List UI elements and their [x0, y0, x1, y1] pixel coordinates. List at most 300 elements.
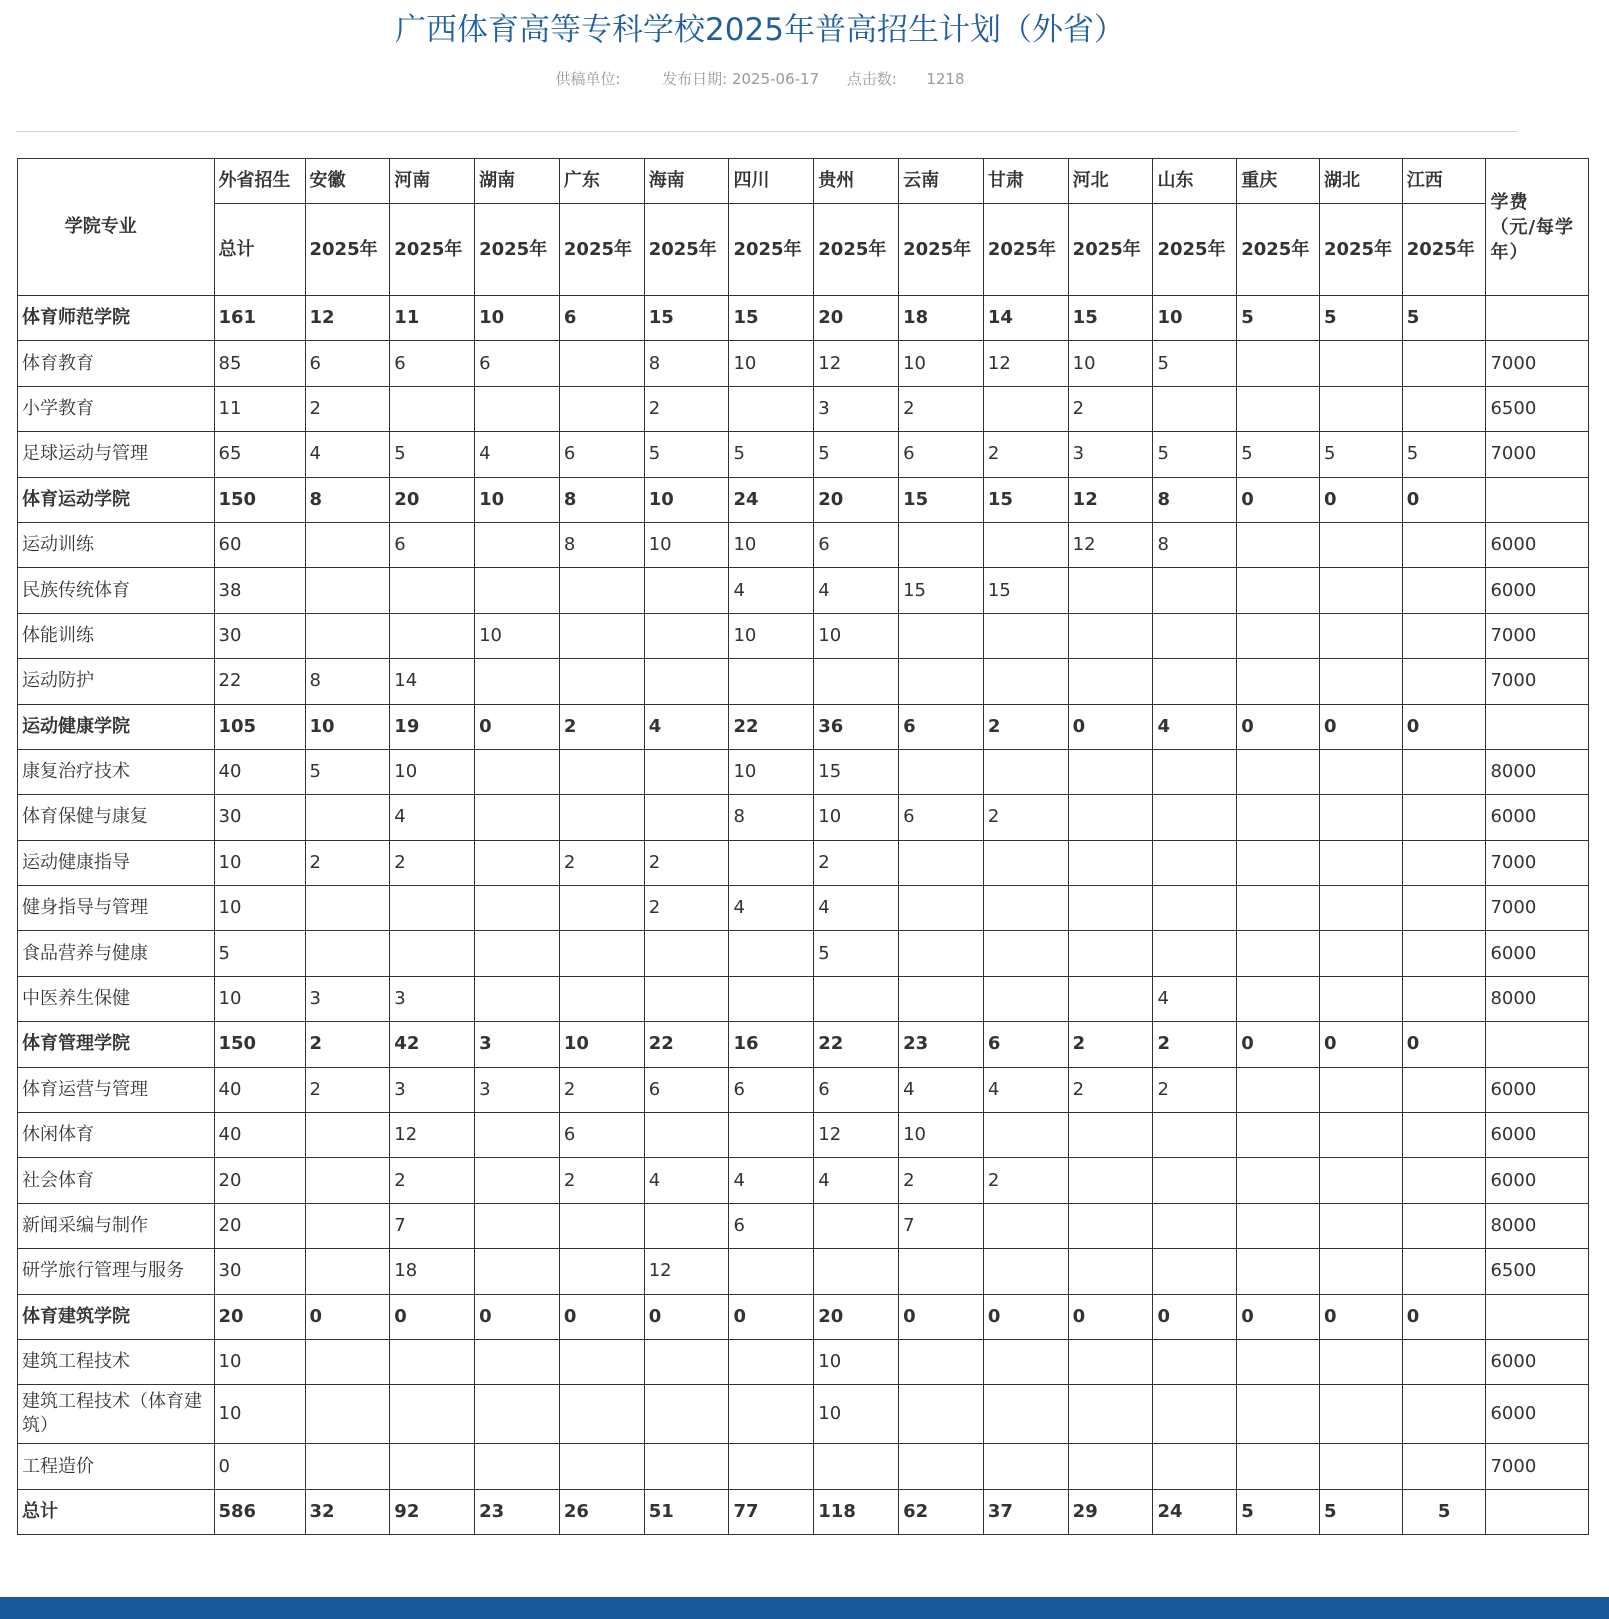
row-name-cell: 体育运动学院	[18, 477, 215, 522]
province-value-cell	[1319, 659, 1402, 704]
province-value-cell: 2	[390, 1158, 475, 1203]
province-value-cell: 5	[644, 432, 729, 477]
province-value-cell: 5	[1237, 1489, 1320, 1534]
major-row	[18, 976, 1589, 1021]
province-value-cell: 20	[814, 477, 899, 522]
province-value-cell	[1068, 659, 1153, 704]
province-value-cell	[644, 659, 729, 704]
province-value-cell: 2	[1068, 1067, 1153, 1112]
fee-cell: 7000	[1486, 613, 1589, 658]
college-row	[18, 477, 1589, 522]
province-value-cell: 2	[644, 386, 729, 431]
province-value-cell: 24	[729, 477, 814, 522]
province-value-cell: 2	[644, 886, 729, 931]
header-province: 安徽	[305, 159, 390, 204]
province-value-cell: 20	[814, 296, 899, 341]
province-value-cell	[983, 1444, 1068, 1489]
major-row	[18, 386, 1589, 431]
province-value-cell	[1153, 795, 1237, 840]
province-value-cell	[1068, 931, 1153, 976]
major-row	[18, 840, 1589, 885]
province-value-cell: 118	[814, 1489, 899, 1534]
province-value-cell	[1319, 568, 1402, 613]
province-value-cell	[475, 386, 560, 431]
province-value-cell	[1402, 886, 1486, 931]
province-value-cell	[559, 568, 644, 613]
province-value-cell	[1319, 1158, 1402, 1203]
fee-cell	[1486, 1294, 1589, 1339]
row-total-cell: 65	[214, 432, 305, 477]
province-value-cell	[729, 840, 814, 885]
fee-cell: 7000	[1486, 659, 1589, 704]
fee-cell: 6000	[1486, 795, 1589, 840]
province-value-cell	[1319, 840, 1402, 885]
province-value-cell	[1153, 749, 1237, 794]
province-value-cell: 6	[899, 795, 984, 840]
province-value-cell	[559, 1339, 644, 1384]
province-value-cell: 20	[814, 1294, 899, 1339]
province-value-cell	[1068, 1249, 1153, 1294]
province-value-cell	[559, 659, 644, 704]
header-year: 2025年	[475, 204, 560, 296]
province-value-cell	[1402, 795, 1486, 840]
province-value-cell	[729, 1339, 814, 1384]
province-value-cell	[390, 1339, 475, 1384]
province-value-cell	[1402, 840, 1486, 885]
province-value-cell	[899, 1444, 984, 1489]
province-value-cell: 6	[644, 1067, 729, 1112]
province-value-cell: 2	[983, 704, 1068, 749]
row-total-cell: 0	[214, 1444, 305, 1489]
province-value-cell	[475, 840, 560, 885]
province-value-cell: 5	[1319, 432, 1402, 477]
province-value-cell	[390, 886, 475, 931]
province-value-cell	[899, 522, 984, 567]
row-name-cell: 建筑工程技术	[18, 1339, 215, 1384]
province-value-cell	[559, 1203, 644, 1248]
province-value-cell: 6	[559, 432, 644, 477]
province-value-cell: 6	[559, 1113, 644, 1158]
province-value-cell: 6	[390, 522, 475, 567]
province-value-cell	[1068, 1113, 1153, 1158]
province-value-cell: 16	[729, 1022, 814, 1067]
province-value-cell: 5	[305, 749, 390, 794]
province-value-cell: 10	[814, 1385, 899, 1444]
row-total-cell: 105	[214, 704, 305, 749]
province-value-cell: 12	[983, 341, 1068, 386]
province-value-cell	[1237, 1444, 1320, 1489]
province-value-cell: 8	[729, 795, 814, 840]
province-value-cell	[899, 976, 984, 1021]
province-value-cell	[899, 613, 984, 658]
province-value-cell	[1319, 1385, 1402, 1444]
fee-cell	[1486, 477, 1589, 522]
province-value-cell	[814, 976, 899, 1021]
province-value-cell	[983, 386, 1068, 431]
province-value-cell: 10	[814, 1339, 899, 1384]
province-value-cell	[1068, 886, 1153, 931]
province-value-cell	[390, 613, 475, 658]
province-value-cell	[644, 1339, 729, 1384]
header-province: 河北	[1068, 159, 1153, 204]
province-value-cell	[390, 386, 475, 431]
province-value-cell: 0	[305, 1294, 390, 1339]
province-value-cell: 5	[814, 931, 899, 976]
province-value-cell	[814, 659, 899, 704]
province-value-cell: 10	[559, 1022, 644, 1067]
province-value-cell	[559, 886, 644, 931]
province-value-cell	[983, 1339, 1068, 1384]
header-row-years	[18, 204, 1589, 296]
province-value-cell	[475, 1339, 560, 1384]
province-value-cell	[1068, 1158, 1153, 1203]
province-value-cell: 10	[475, 613, 560, 658]
row-name-cell: 研学旅行管理与服务	[18, 1249, 215, 1294]
college-row	[18, 1022, 1589, 1067]
row-name-cell: 体育建筑学院	[18, 1294, 215, 1339]
province-value-cell	[644, 795, 729, 840]
fee-cell	[1486, 704, 1589, 749]
province-value-cell	[1402, 976, 1486, 1021]
province-value-cell: 62	[899, 1489, 984, 1534]
province-value-cell: 15	[899, 568, 984, 613]
province-value-cell: 0	[1319, 1294, 1402, 1339]
fee-cell: 6000	[1486, 1113, 1589, 1158]
province-value-cell	[559, 341, 644, 386]
header-province: 河南	[390, 159, 475, 204]
header-province: 云南	[899, 159, 984, 204]
province-value-cell: 6	[729, 1203, 814, 1248]
province-value-cell	[1402, 522, 1486, 567]
province-value-cell	[1319, 522, 1402, 567]
province-value-cell	[1068, 749, 1153, 794]
province-value-cell: 0	[1068, 1294, 1153, 1339]
province-value-cell	[899, 1339, 984, 1384]
row-total-cell: 10	[214, 840, 305, 885]
province-value-cell: 12	[1068, 477, 1153, 522]
row-name-cell: 康复治疗技术	[18, 749, 215, 794]
province-value-cell	[1237, 1158, 1320, 1203]
province-value-cell: 2	[899, 1158, 984, 1203]
province-value-cell	[899, 886, 984, 931]
province-value-cell: 32	[305, 1489, 390, 1534]
major-row	[18, 341, 1589, 386]
province-value-cell	[390, 1444, 475, 1489]
province-value-cell: 22	[729, 704, 814, 749]
province-value-cell: 14	[390, 659, 475, 704]
row-total-cell: 11	[214, 386, 305, 431]
province-value-cell	[1237, 886, 1320, 931]
province-value-cell	[1237, 1067, 1320, 1112]
fee-cell: 7000	[1486, 341, 1589, 386]
province-value-cell: 0	[1153, 1294, 1237, 1339]
province-value-cell	[1319, 886, 1402, 931]
province-value-cell: 0	[1237, 1022, 1320, 1067]
province-value-cell: 42	[390, 1022, 475, 1067]
province-value-cell	[729, 659, 814, 704]
province-value-cell	[1402, 568, 1486, 613]
header-year: 2025年	[390, 204, 475, 296]
province-value-cell	[1402, 1203, 1486, 1248]
province-value-cell: 8	[559, 522, 644, 567]
province-value-cell	[1237, 931, 1320, 976]
header-province: 重庆	[1237, 159, 1320, 204]
province-value-cell	[1237, 1203, 1320, 1248]
province-value-cell: 2	[1153, 1022, 1237, 1067]
province-value-cell: 12	[644, 1249, 729, 1294]
province-value-cell: 0	[1402, 704, 1486, 749]
province-value-cell	[1237, 749, 1320, 794]
header-province: 海南	[644, 159, 729, 204]
province-value-cell: 92	[390, 1489, 475, 1534]
major-row	[18, 1385, 1589, 1444]
province-value-cell: 0	[1319, 477, 1402, 522]
province-value-cell: 23	[899, 1022, 984, 1067]
province-value-cell	[1402, 1444, 1486, 1489]
province-value-cell: 10	[1068, 341, 1153, 386]
fee-cell: 7000	[1486, 1444, 1589, 1489]
header-total-bottom: 总计	[214, 204, 305, 296]
province-value-cell: 20	[390, 477, 475, 522]
province-value-cell: 3	[475, 1022, 560, 1067]
province-value-cell	[559, 613, 644, 658]
province-value-cell: 0	[1402, 477, 1486, 522]
province-value-cell: 5	[1402, 296, 1486, 341]
fee-cell: 8000	[1486, 976, 1589, 1021]
province-value-cell: 4	[814, 568, 899, 613]
fee-cell	[1486, 296, 1589, 341]
province-value-cell	[305, 1158, 390, 1203]
header-year: 2025年	[814, 204, 899, 296]
province-value-cell	[305, 568, 390, 613]
province-value-cell: 10	[814, 795, 899, 840]
row-name-cell: 运动训练	[18, 522, 215, 567]
province-value-cell	[729, 1249, 814, 1294]
row-name-cell: 运动健康指导	[18, 840, 215, 885]
province-value-cell: 2	[559, 1158, 644, 1203]
province-value-cell	[983, 1385, 1068, 1444]
province-value-cell: 5	[1319, 1489, 1402, 1534]
province-value-cell: 0	[1402, 1294, 1486, 1339]
row-total-cell: 60	[214, 522, 305, 567]
province-value-cell	[390, 568, 475, 613]
province-value-cell: 0	[1237, 477, 1320, 522]
corner-header: 学院专业	[18, 159, 215, 296]
province-value-cell: 77	[729, 1489, 814, 1534]
row-total-cell: 150	[214, 477, 305, 522]
province-value-cell	[899, 659, 984, 704]
row-total-cell: 20	[214, 1203, 305, 1248]
province-value-cell: 10	[644, 522, 729, 567]
province-value-cell	[1153, 931, 1237, 976]
date-label: 发布日期:	[662, 70, 728, 88]
province-value-cell	[1402, 341, 1486, 386]
row-name-cell: 新闻采编与制作	[18, 1203, 215, 1248]
province-value-cell: 5	[729, 432, 814, 477]
province-value-cell: 10	[305, 704, 390, 749]
table-body	[18, 159, 1589, 1535]
province-value-cell	[305, 1113, 390, 1158]
province-value-cell	[475, 1444, 560, 1489]
province-value-cell: 12	[814, 341, 899, 386]
major-row	[18, 613, 1589, 658]
province-value-cell: 10	[475, 477, 560, 522]
province-value-cell: 5	[1237, 432, 1320, 477]
province-value-cell: 10	[475, 296, 560, 341]
province-value-cell	[1237, 522, 1320, 567]
province-value-cell	[1153, 886, 1237, 931]
row-total-cell: 30	[214, 795, 305, 840]
province-value-cell: 15	[814, 749, 899, 794]
province-value-cell: 6	[814, 1067, 899, 1112]
province-value-cell: 4	[899, 1067, 984, 1112]
page-title: 广西体育高等专科学校2025年普高招生计划（外省）	[395, 12, 1125, 48]
province-value-cell: 10	[729, 749, 814, 794]
province-value-cell	[983, 659, 1068, 704]
province-value-cell: 36	[814, 704, 899, 749]
province-value-cell	[1068, 976, 1153, 1021]
province-value-cell: 0	[1402, 1022, 1486, 1067]
footer-bar	[0, 1597, 1609, 1619]
fee-header	[1486, 159, 1589, 296]
province-value-cell	[1319, 931, 1402, 976]
province-value-cell: 10	[729, 613, 814, 658]
province-value-cell	[1319, 1339, 1402, 1384]
province-value-cell	[1319, 1203, 1402, 1248]
province-value-cell	[1319, 795, 1402, 840]
province-value-cell: 22	[644, 1022, 729, 1067]
province-value-cell: 2	[983, 1158, 1068, 1203]
province-value-cell	[1402, 1385, 1486, 1444]
province-value-cell: 3	[475, 1067, 560, 1112]
province-value-cell	[1319, 749, 1402, 794]
header-year: 2025年	[1237, 204, 1320, 296]
fee-cell	[1486, 1489, 1589, 1534]
province-value-cell: 2	[390, 840, 475, 885]
province-value-cell: 15	[1068, 296, 1153, 341]
header-year: 2025年	[644, 204, 729, 296]
province-value-cell	[899, 840, 984, 885]
header-year: 2025年	[305, 204, 390, 296]
province-value-cell	[475, 522, 560, 567]
row-name-cell: 运动健康学院	[18, 704, 215, 749]
row-total-cell: 40	[214, 1067, 305, 1112]
row-name-cell: 民族传统体育	[18, 568, 215, 613]
province-value-cell: 0	[983, 1294, 1068, 1339]
header-year: 2025年	[983, 204, 1068, 296]
major-row	[18, 1203, 1589, 1248]
province-value-cell	[1402, 613, 1486, 658]
province-value-cell	[475, 1249, 560, 1294]
province-value-cell: 0	[390, 1294, 475, 1339]
header-year: 2025年	[899, 204, 984, 296]
province-value-cell	[1402, 1113, 1486, 1158]
province-value-cell: 0	[899, 1294, 984, 1339]
province-value-cell	[1237, 1385, 1320, 1444]
province-value-cell	[559, 795, 644, 840]
province-value-cell: 3	[814, 386, 899, 431]
fee-cell: 6500	[1486, 386, 1589, 431]
header-province: 江西	[1402, 159, 1486, 204]
province-value-cell	[1402, 386, 1486, 431]
province-value-cell	[1402, 1067, 1486, 1112]
date-value: 2025-06-17	[731, 70, 820, 88]
province-value-cell	[559, 386, 644, 431]
row-name-cell: 体育管理学院	[18, 1022, 215, 1067]
header-province: 湖北	[1319, 159, 1402, 204]
province-value-cell	[1153, 1385, 1237, 1444]
province-value-cell: 2	[305, 1022, 390, 1067]
major-row	[18, 659, 1589, 704]
row-name-cell: 健身指导与管理	[18, 886, 215, 931]
province-value-cell	[475, 931, 560, 976]
college-row	[18, 1294, 1589, 1339]
province-value-cell	[644, 976, 729, 1021]
major-row	[18, 1158, 1589, 1203]
province-value-cell: 2	[1153, 1067, 1237, 1112]
row-name-cell: 总计	[18, 1489, 215, 1534]
province-value-cell	[1237, 341, 1320, 386]
province-value-cell: 4	[729, 568, 814, 613]
province-value-cell: 5	[390, 432, 475, 477]
row-name-cell: 体育师范学院	[18, 296, 215, 341]
province-value-cell	[1068, 1339, 1153, 1384]
province-value-cell	[305, 1339, 390, 1384]
province-value-cell: 11	[390, 296, 475, 341]
province-value-cell	[729, 976, 814, 1021]
province-value-cell: 4	[644, 704, 729, 749]
province-value-cell: 26	[559, 1489, 644, 1534]
province-value-cell	[814, 1203, 899, 1248]
header-province: 湖南	[475, 159, 560, 204]
header-year: 2025年	[1068, 204, 1153, 296]
province-value-cell	[305, 886, 390, 931]
province-value-cell	[475, 1203, 560, 1248]
row-name-cell: 体育教育	[18, 341, 215, 386]
province-value-cell: 4	[814, 886, 899, 931]
province-value-cell	[1068, 1444, 1153, 1489]
row-total-cell: 38	[214, 568, 305, 613]
article-meta	[0, 68, 1520, 90]
province-value-cell: 2	[305, 386, 390, 431]
province-value-cell: 4	[475, 432, 560, 477]
province-value-cell	[1153, 1249, 1237, 1294]
province-value-cell: 18	[390, 1249, 475, 1294]
header-row-provinces	[18, 159, 1589, 204]
province-value-cell: 4	[1153, 704, 1237, 749]
province-value-cell	[305, 522, 390, 567]
province-value-cell	[390, 1385, 475, 1444]
province-value-cell	[475, 1113, 560, 1158]
province-value-cell	[305, 1203, 390, 1248]
clicks-value: 1218	[926, 70, 965, 88]
major-row	[18, 1067, 1589, 1112]
province-value-cell: 18	[899, 296, 984, 341]
province-value-cell: 6	[390, 341, 475, 386]
province-value-cell: 4	[1153, 976, 1237, 1021]
header-province: 四川	[729, 159, 814, 204]
province-value-cell: 0	[559, 1294, 644, 1339]
province-value-cell: 14	[983, 296, 1068, 341]
province-value-cell: 19	[390, 704, 475, 749]
province-value-cell: 0	[475, 1294, 560, 1339]
province-value-cell: 10	[729, 341, 814, 386]
province-value-cell: 5	[1319, 296, 1402, 341]
province-value-cell: 4	[305, 432, 390, 477]
province-value-cell: 8	[1153, 477, 1237, 522]
major-row	[18, 931, 1589, 976]
province-value-cell: 5	[1153, 341, 1237, 386]
